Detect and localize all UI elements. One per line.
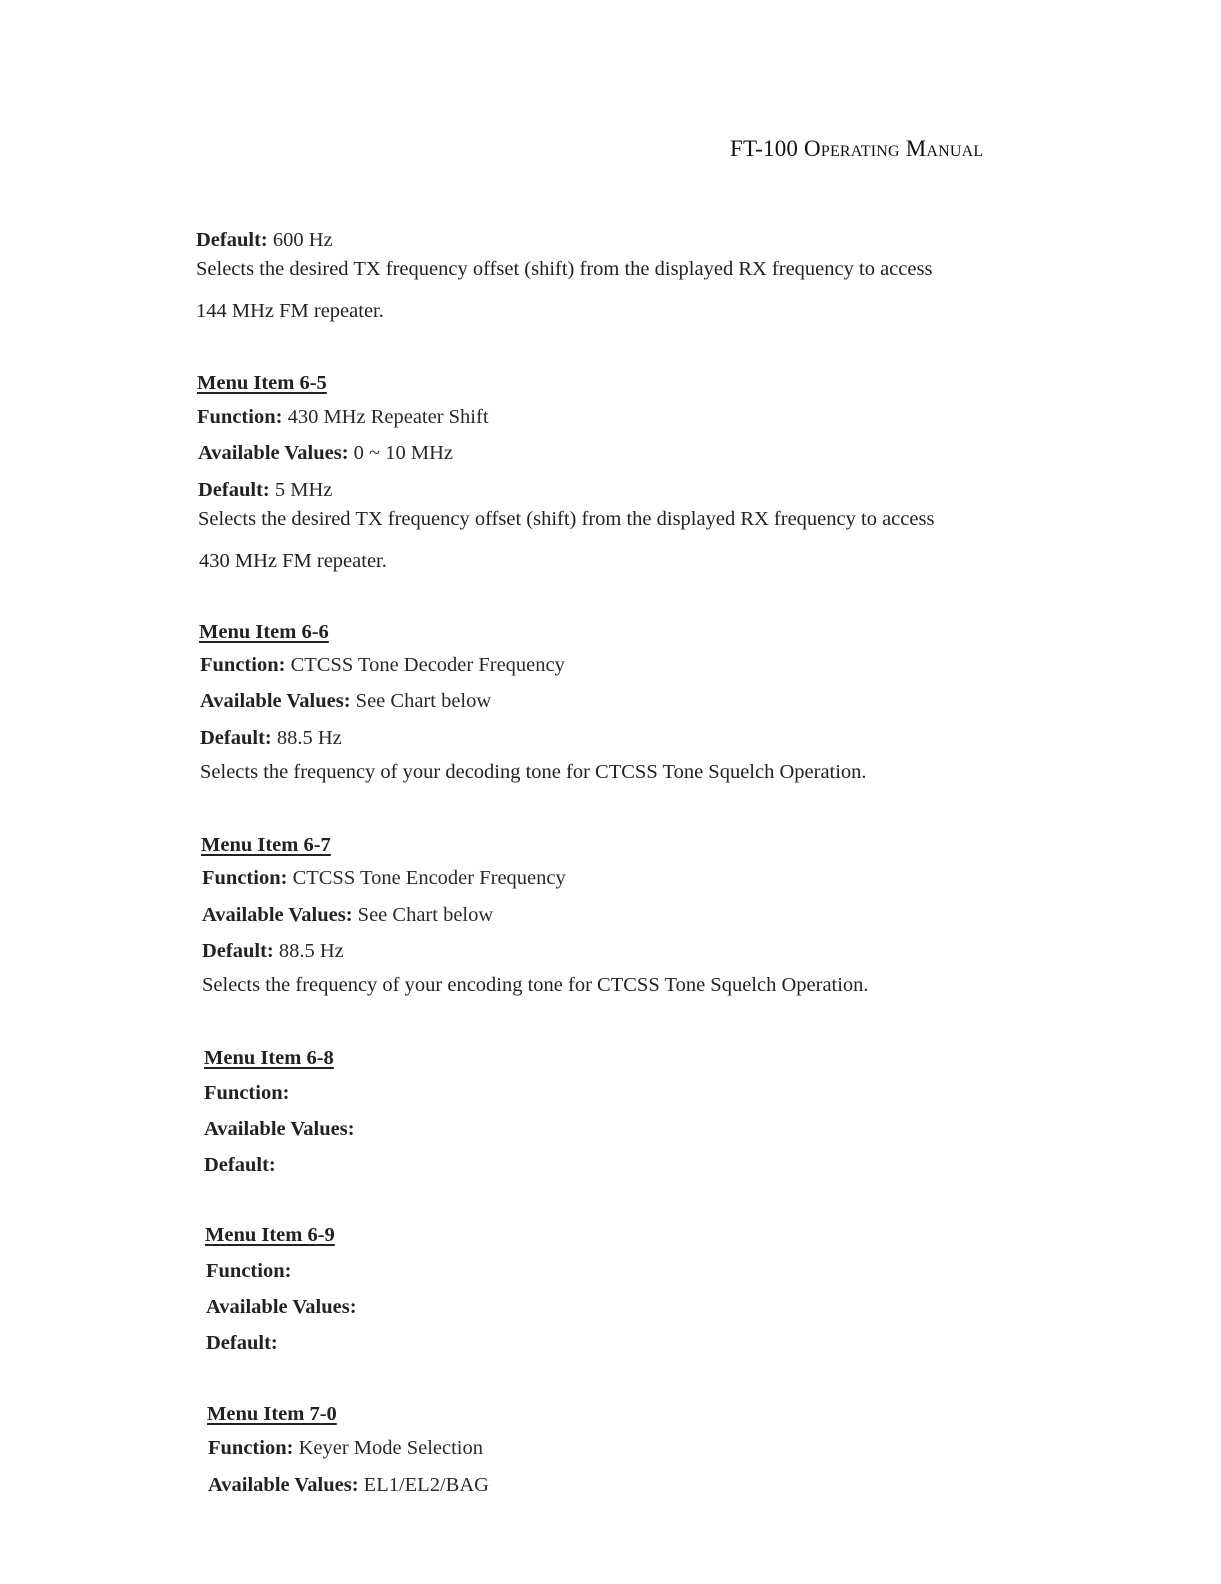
menu-item-function: Function: CTCSS Tone Decoder Frequency [200,654,565,676]
header-manual: Manual [905,136,984,161]
menu-item-default: Default: [206,1332,278,1354]
menu-item-heading: Menu Item 7-0 [207,1403,337,1425]
menu-item-heading: Menu Item 6-7 [201,834,331,856]
menu-item-heading: Menu Item 6-6 [199,621,329,643]
menu-item-function: Function: CTCSS Tone Encoder Frequency [202,867,566,889]
menu-item-heading: Menu Item 6-8 [204,1047,334,1069]
menu-item-default: Default: 88.5 Hz [200,727,342,749]
menu-item-function: Function: 430 MHz Repeater Shift [197,406,489,428]
intro-desc-line2: 144 MHz FM repeater. [196,300,384,322]
menu-item-function: Function: [206,1260,292,1282]
menu-item-default: Default: [204,1154,276,1176]
menu-item-function: Function: Keyer Mode Selection [208,1437,484,1459]
menu-item-values: Available Values: 0 ~ 10 MHz [198,442,454,464]
menu-item-desc-line1: Selects the frequency of your decoding tone for CTCSS Tone Squelch Operation. [200,761,867,783]
menu-item-default: Default: 88.5 Hz [202,940,344,962]
menu-item-function: Function: [204,1082,290,1104]
menu-item-values: Available Values: See Chart below [202,904,494,926]
menu-item-heading: Menu Item 6-9 [205,1224,335,1246]
intro-desc-line1: Selects the desired TX frequency offset (shift) from the displayed RX frequency to access [196,258,933,280]
menu-item-values: Available Values: [206,1296,357,1318]
menu-item-values: Available Values: EL1/EL2/BAG [208,1474,489,1496]
menu-item-values: Available Values: [204,1118,355,1140]
menu-item-default: Default: 5 MHz [198,479,333,501]
intro-default: Default: 600 Hz [196,229,333,251]
header-model: FT-100 [730,136,799,161]
menu-item-desc-line1: Selects the desired TX frequency offset (shift) from the displayed RX frequency to access [198,508,935,530]
page-header [730,136,983,162]
menu-item-heading: Menu Item 6-5 [197,372,327,394]
menu-item-desc-line1: Selects the frequency of your encoding tone for CTCSS Tone Squelch Operation. [202,974,869,996]
menu-item-values: Available Values: See Chart below [200,690,492,712]
menu-item-desc-line2: 430 MHz FM repeater. [199,550,387,572]
header-operating: Operating [804,136,900,161]
